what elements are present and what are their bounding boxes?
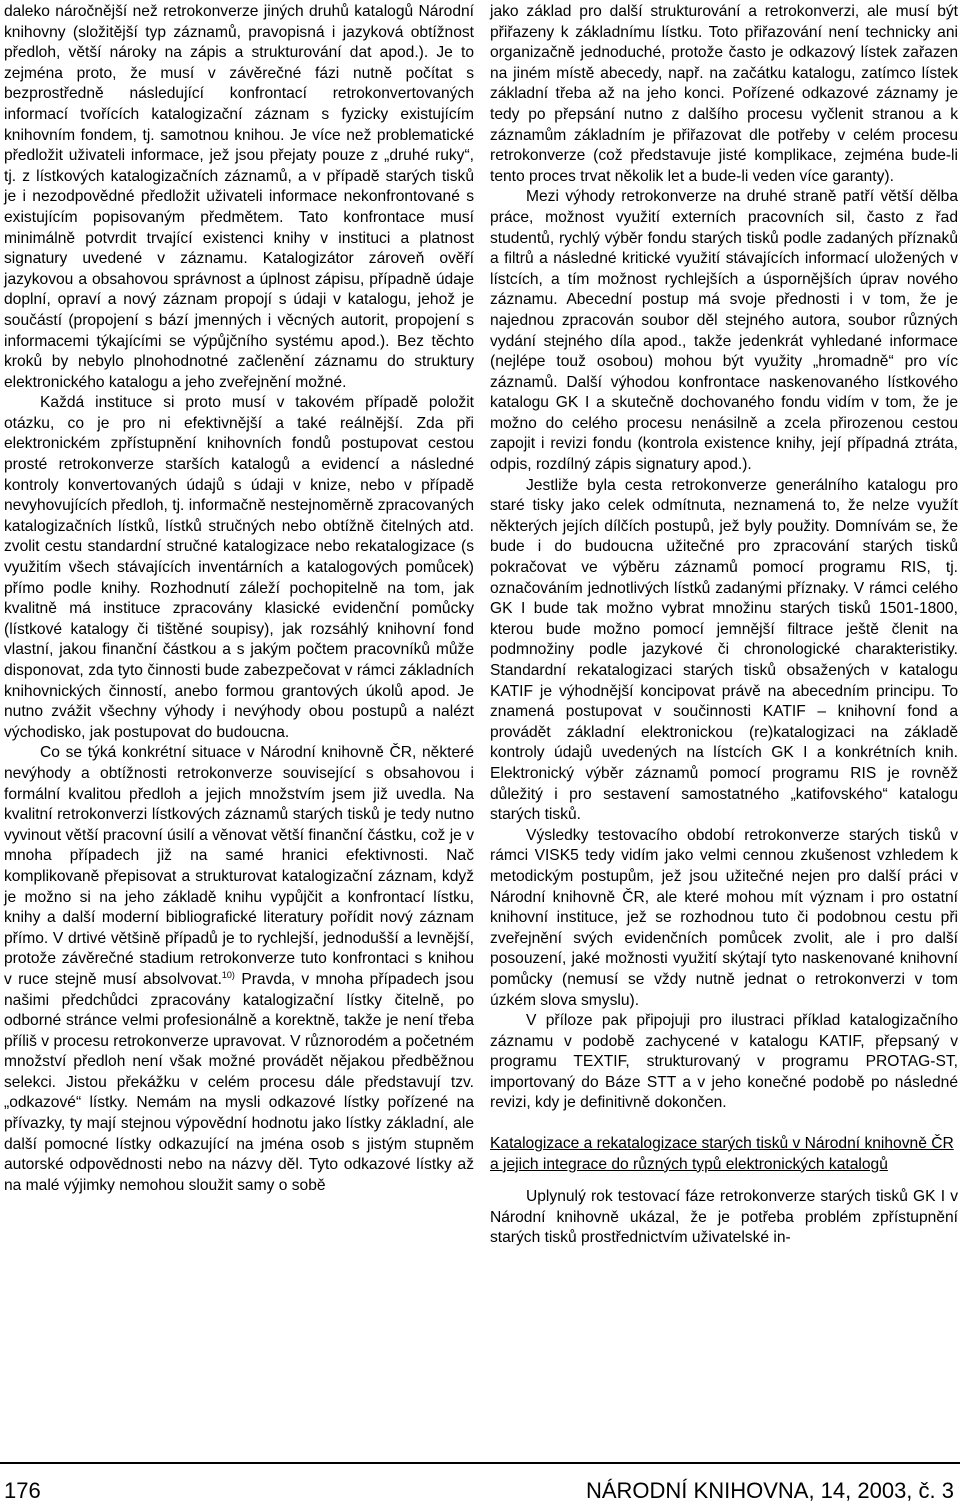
- right-paragraph-5: V příloze pak připojuji pro ilustraci příklad katalogizačního záznamu v podobě zachycené v katalogu KATIF, přepsaný v programu TEXTIF, strukturovaný v programu PROTAG-ST, importovaný do Báze STT a v jeho konečné podobě po následné revizi, kdy je definitivně dokončen.: [490, 1012, 958, 1112]
- left-paragraph-3-text-a: Co se týká konkrétní situace v Národní knihovně ČR, některé nevýhody a obtížnosti retrokonverze související s obsahovou i formální kvalitou předloh a jejich množstvím jsem již uvedla. Na kvalitní retrokonverzi lístkových záznamů starých tisků je tedy nutno vyvinout větší pracovní úsilí a věnovat větší finanční částku, což je v mnoha případech již na samé hranici efektivnosti. Nač komplikovaně přepisovat a strukturovat katalogizační záznam, když je možno si na jeho základě knihu vypůjčit a konfrontací lístku, knihy a další moderní bibliografické literatury pořídit nový záznam přímo. V drtivé většině případů je to rychlejší, jednodušší a levnější, protože závěrečné stadium retrokonverze tuto konfrontaci s knihou v ruce stejně musí absolvovat.: [4, 744, 474, 988]
- section-heading: Katalogizace a rekatalogizace starých tisků v Národní knihovně ČR a jejich integrace do různých typů elektronických katalogů: [490, 1135, 954, 1173]
- footer-rule: [0, 1462, 960, 1464]
- right-paragraph-6: Uplynulý rok testovací fáze retrokonverze starých tisků GK I v Národní knihovně ukázal, že je potřeba problém zpřístupnění starých tisků prostřednictvím uživatelské in-: [490, 1188, 958, 1247]
- right-paragraph-4: Výsledky testovacího období retrokonverze starých tisků v rámci VISK5 tedy vidím jako velmi cennou zkušenost vzhledem k metodickým postupům, jež jsou užitečné nejen pro další práci v Národní knihovně ČR, ale které mohou mít význam i pro ostatní knihovní instituce, jež se rozhodnou tuto či podobnou cestu při zveřejnění svých evidenčních pomůcek zvolit, ale i pro další posouzení, jaké možnosti využití skýtají tyto naskenované knihovní pomůcky (nemusí se vždy nutně jednat o retrokonverzi v tom úzkém slova smyslu).: [490, 826, 958, 1009]
- right-column: [490, 2, 958, 1249]
- footnote-marker: 10): [221, 969, 235, 980]
- page-number: 176: [4, 1478, 41, 1503]
- right-paragraph-3: Jestliže byla cesta retrokonverze generálního katalogu pro staré tisky jako celek odmítnuta, neznamená to, že nelze využít některých jejích dílčích postupů, jež byly použity. Domnívám se, že bude i do budoucna užitečné pro zpracování starých tisků pokračovat ve výběru záznamů pomocí programu RIS, tj. označováním jednotlivých lístků zadanými příznaky. V rámci celého GK I bude tak možno vybrat množinu starých tisků 1501-1800, kterou bude možno pomocí jemnější filtrace ještě členit na podmnožiny podle jazykové či chronologické charakteristiky. Standardní rekatalogizaci starých tisků obsažených v katalogu KATIF je výhodnější koncipovat právě na abecedním principu. To znamená postupovat v součinnosti KATIF – knihovní fond a provádět základní elektronickou (re)katalogizaci na základě kontroly údajů uvedených na lístcích GK I a konkrétních knih. Elektronický výběr záznamů pomocí programu RIS je rovněž důležitý i pro sestavení samostatného „katifovského“ katalogu starých tisků.: [490, 476, 958, 824]
- left-paragraph-1: [4, 2, 474, 393]
- journal-title: NÁRODNÍ KNIHOVNA, 14, 2003, č. 3: [585, 1478, 954, 1503]
- right-paragraph-1: jako základ pro další strukturování a retrokonverzi, ale musí být přiřazeny k základnímu lístku. Toto přiřazování není technicky ani organizačně jednoduché, protože často je odkazový lístek zařazen na jiném místě abecedy, např. na začátku katalogu, zatímco lístek základní třeba až na jeho konci. Pořízené odkazové záznamy je tedy po přepsání nutno z dalšího procesu vyčlenit stranou a k záznamům základním je přiřazovat dle potřeby v celém procesu retrokonverze (což představuje jisté komplikace, zejména bude-li tento proces trvat několik let a bude-li veden více garanty).: [490, 3, 958, 185]
- left-paragraph-2: Každá instituce si proto musí v takovém případě položit otázku, co je pro ni efektivnější a také reálnější. Zda při elektronickém zpřístupnění knihovních fondů postupovat cestou prosté retrokonverze starších katalogů a evidencí a následné kontroly konvertovaných údajů s údaji v knize, nebo v případě nevyhovujících předloh, tj. informačně nestejnoměrně zpracovaných katalogizačních lístků, lístků stručných nebo obtížně čitelných atd. zvolit cestu standardní stručné katalogizace nebo rekatalogizace (s využitím všech stávajících inventárních a katalogových pomůcek) přímo podle knihy. Rozhodnutí záleží pochopitelně na tom, jak kvalitně má instituce zpracovány klasické evidenční pomůcky (lístkové katalogy či tištěné soupisy), jak rozsáhlý knihovní fond vlastní, jakou finanční částkou a s jakým počtem pracovníků může disponovat, zda tyto činnosti bude zabezpečovat v rámci základních knihovnických činností, anebo formou grantových úkolů apod. Je nutno zvážit všechny výhody i nevýhody obou postupů a nalézt východisko, jak postupovat do budoucna.: [4, 394, 474, 741]
- left-paragraph-3-text-b: Pravda, v mnoha případech jsou našimi předchůdci zpracovány katalogizační lístky čitelně, po odborné stránce velmi profesionálně a korektně, takže je není třeba příliš v procesu retrokonverze upravovat. V různorodém a početném množství předloh není však možné provádět nějakou předběžnou selekci. Jistou překážku v celém procesu dále představují tzv. „odkazové“ lístky. Nemám na mysli odkazové lístky pořízené na přívazky, ty mají stejnou výpovědní hodnotu jako lístky základní, ale další pomocné lístky odkazující na jména osob s jistým stupněm autorské odpovědnosti nebo na názvy děl. Tyto odkazové lístky až na malé výjimky nemohou sloužit samy o sobě: [4, 970, 474, 1194]
- left-column: [4, 2, 474, 1196]
- left-paragraph-1-text: daleko náročnější než retrokonverze jiných druhů katalogů Národní knihovny (složitější typ záznamů, pravopisná i jazyková obtížnost předloh, větší nároky na zápis a strukturování dat apod.). Je to zejména proto, že musí v závěrečné fázi nutně počítat s bezprostředně následující konfrontací retrokonvertovaných informací tvořících katalogizační záznam s fyzicky existujícím knihovním fondem, tj. samotnou knihou. Je více než problematické předložit uživateli informace, jež jsou přejaty pouze z „druhé ruky“, tj. z lístkových katalogizačních záznamů, a v případě starých tisků je i nezodpovědné předložit uživateli informace nekonfrontované s existujícím popisovaným předmětem. Tato konfrontace musí minimálně potvrdit trvající existenci knihy v instituci a platnost signatury uvedené v záznamu. Katalogizátor zároveň ověří jazykovou a obsahovou správnost a úplnost zápisu, případně údaje doplní, opraví a nový záznam propojí s údaji v katalogu, jehož je součástí (propojení s bází jmenných i věcných autorit, propojení s informacemi týkajícími se výpůjčního systému apod.). Bez těchto kroků by nebylo plnohodnotné začlenění záznamu do struktury elektronického katalogu a jeho zveřejnění možné.: [4, 3, 474, 391]
- right-paragraph-2: Mezi výhody retrokonverze na druhé straně patří větší dělba práce, možnost využití externích pracovních sil, často z řad studentů, rychlý výběr fondu starých tisků podle zadaných příznaků a filtrů a následné kritické využití stávajících informací uložených v lístcích, a tím možnost rychlejších a úspornějších úprav nového záznamu. Abecední postup má svoje přednosti i v tom, že je najednou zpracován soubor děl stejného autora, soubor různých vydání stejného díla apod., takže jedenkrát vyhledané informace (nejlépe touž osobou) mohou být využity „hromadně“ pro víc záznamů. Další výhodou konfrontace naskenovaného lístkového katalogu GK I a skutečně dochovaného fondu vidím v tom, že je možno do celého procesu nenásilně a zcela přirozenou cestou zapojit i revizi fondu (kontrola existence knihy, její případná ztráta, odpis, rozdílný zápis signatury apod.).: [490, 188, 958, 474]
- left-paragraph-3: [4, 743, 474, 1196]
